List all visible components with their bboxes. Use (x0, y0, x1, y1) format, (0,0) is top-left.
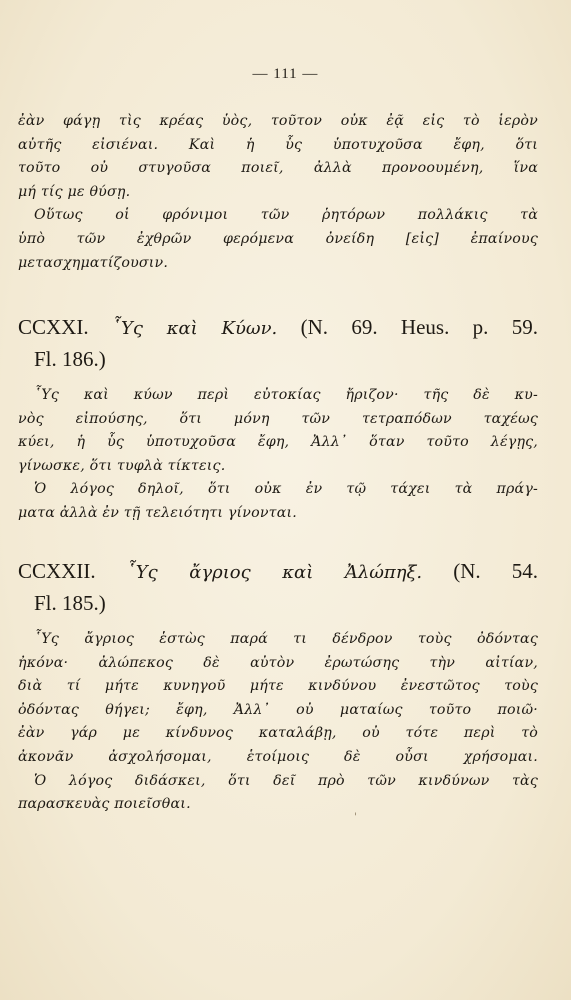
text-line: νὸς εἰπούσης, ὅτι μόνη τῶν τετραπόδων ταχέως (18, 410, 538, 427)
previous-fable-ending (18, 110, 538, 275)
fable-221 (18, 312, 538, 526)
fable-title: ῟Υς καὶ Κύων. (111, 318, 278, 339)
text-line: κύει, ἡ ὗς ὑποτυχοῦσα ἔφη, Ἀλλ᾽ ὅταν τοῦτο λέγῃς, (18, 434, 538, 451)
text-line: ἐὰν γάρ με κίνδυνος καταλάβῃ, οὐ τότε περὶ τὸ (18, 725, 538, 742)
moral-line: μετασχηματίζουσιν. (18, 254, 169, 271)
fable-number: CCXXI. (18, 315, 89, 339)
text-line: μή τίς με θύσῃ. (18, 183, 131, 200)
moral-line: παρασκευὰς ποιεῖσθαι. (18, 796, 191, 813)
fable-number: CCXXII. (18, 559, 96, 583)
text-line: γίνωσκε, ὅτι τυφλὰ τίκτεις. (18, 457, 226, 474)
fable-reference-continued: Fl. 185.) (34, 591, 106, 615)
fable-reference: (N. 54. (453, 559, 538, 583)
fable-title: ῟Υς ἄγριος καὶ Ἀλώπηξ. (126, 562, 423, 583)
moral-line: ὑπὸ τῶν ἐχθρῶν φερόμενα ὀνείδη [εἰς] ἐπαίνους (18, 230, 538, 247)
moral-line: Ὁ λόγος δηλοῖ, ὅτι οὐκ ἐν τῷ τάχει τὰ πράγ- (34, 481, 538, 498)
fable-heading (18, 556, 538, 588)
text-line: διὰ τί μήτε κυνηγοῦ μήτε κινδύνου ἐνεστῶτος τοὺς (18, 678, 538, 695)
text-line: τοῦτο οὐ στυγοῦσα ποιεῖ, ἀλλὰ προνοουμένη, ἵνα (18, 160, 538, 177)
text-line: ὀδόντας θήγει; ἔφη, Ἀλλ᾽ οὐ ματαίως τοῦτο ποιῶ· (18, 701, 538, 718)
fable-heading (18, 312, 538, 344)
text-line: ἐὰν φάγῃ τὶς κρέας ὑὸς, τοῦτον οὐκ ἐᾷ εἰς τὸ ἱερὸν (18, 113, 538, 129)
fable-reference: (N. 69. Heus. p. 59. (300, 315, 538, 339)
text-line: ἠκόνα· ἀλώπεκος δὲ αὐτὸν ἐρωτώσης τὴν αἰτίαν, (18, 654, 538, 671)
moral-line: ματα ἀλλὰ ἐν τῇ τελειότητι γίνονται. (18, 504, 297, 521)
fable-reference-continued: Fl. 186.) (34, 347, 106, 371)
ink-speck: ' (354, 812, 357, 823)
page-number: — 111 — (252, 66, 319, 82)
text-line: ἀκονᾶν ἀσχολήσομαι, ἑτοίμοις δὲ οὖσι χρήσομαι. (18, 748, 538, 765)
moral-line: Οὕτως οἱ φρόνιμοι τῶν ῥητόρων πολλάκις τὰ (34, 207, 538, 224)
text-line: ῟Υς καὶ κύων περὶ εὐτοκίας ἤριζον· τῆς δὲ κυ- (34, 387, 538, 403)
fable-222 (18, 556, 538, 817)
text-line: αὐτῆς εἰσιέναι. Καὶ ἡ ὗς ὑποτυχοῦσα ἔφη, ὅτι (18, 136, 538, 153)
text-line: ῟Υς ἄγριος ἑστὼς παρά τι δένδρον τοὺς ὀδόντας (34, 631, 538, 647)
moral-line: Ὁ λόγος διδάσκει, ὅτι δεῖ πρὸ τῶν κινδύνων τὰς (34, 772, 538, 789)
